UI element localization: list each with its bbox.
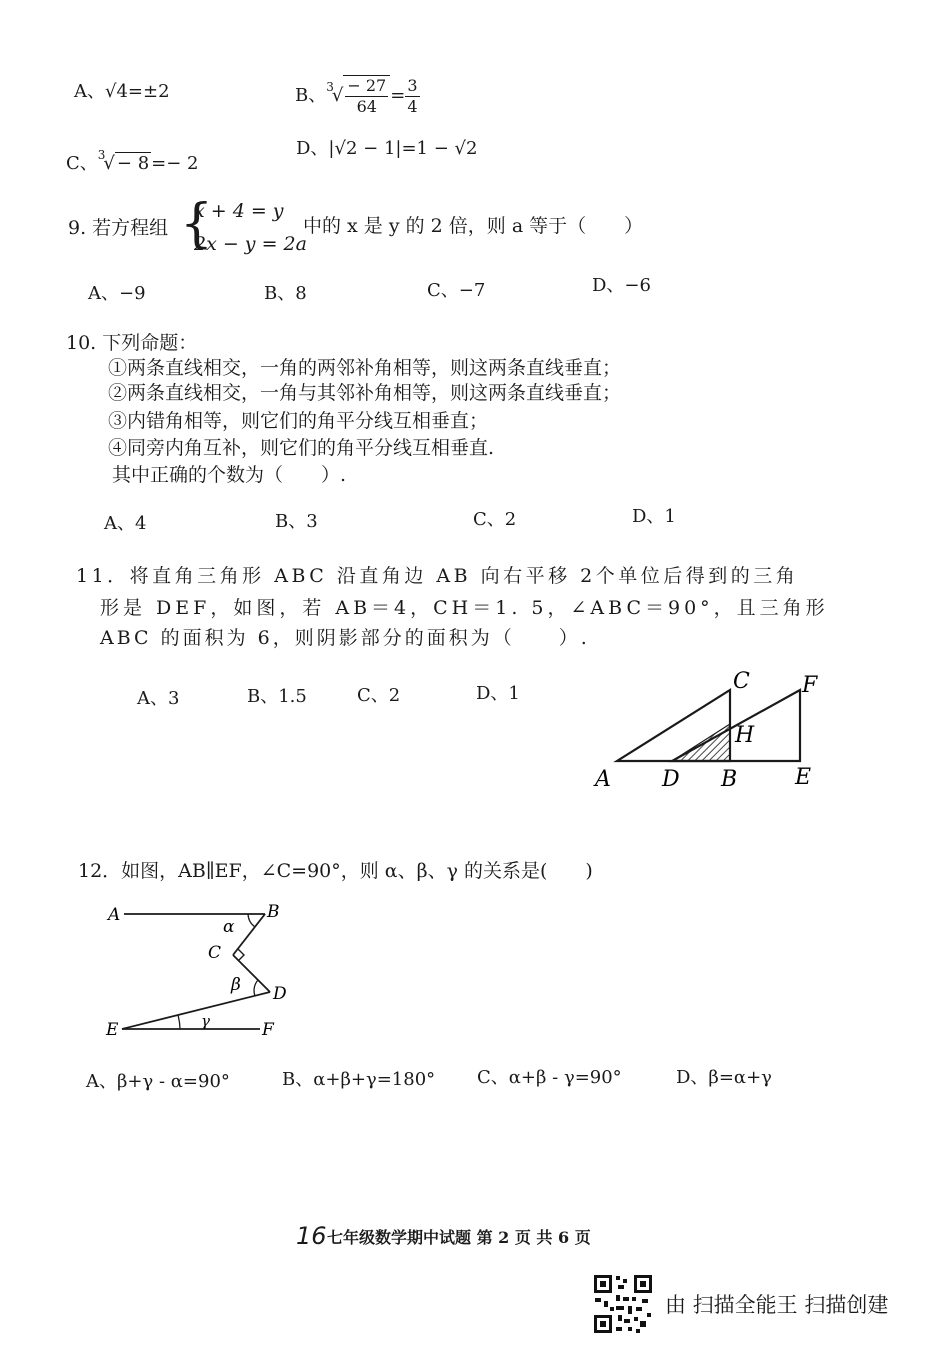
q9-stem-suffix: 中的 x 是 y 的 2 倍，则 a 等于（ ） xyxy=(303,215,644,237)
q8-option-b-label: B、 xyxy=(295,85,327,106)
q10-item-2: ②两条直线相交，一角与其邻补角相等，则这两条直线垂直； xyxy=(108,382,622,404)
q11-option-c: C、2 xyxy=(357,685,401,706)
q10-option-c: C、2 xyxy=(473,509,517,530)
q8-option-b-rnum: 3 xyxy=(407,75,418,95)
q8-option-c-radicand: − 8 xyxy=(116,153,150,174)
q12-arc-alpha xyxy=(248,914,255,927)
q11-label-e: E xyxy=(795,765,812,790)
q9-brace: { xyxy=(180,194,214,254)
q11-option-d: D、1 xyxy=(476,683,520,704)
q12-label-c: C xyxy=(208,943,222,963)
q12-label-a: A xyxy=(108,905,121,925)
q8-option-d: D、|√2 − 1|=1 − √2 xyxy=(296,138,478,159)
q11-label-h: H xyxy=(735,723,755,748)
q12-parallel-lines-figure xyxy=(100,895,300,1045)
q9-option-a: A、−9 xyxy=(88,283,146,304)
q12-label-alpha: α xyxy=(223,917,235,937)
q9-stem-prefix: 9. 若方程组 xyxy=(68,217,169,239)
q12-label-f: F xyxy=(262,1020,274,1040)
q12-arc-gamma xyxy=(178,1015,180,1029)
scanner-watermark-text: 由 扫描全能王 扫描创建 xyxy=(665,1293,889,1317)
q12-option-a: A、β+γ - α=90° xyxy=(86,1071,230,1092)
q12-label-gamma: γ xyxy=(201,1012,210,1030)
q12-option-b: B、α+β+γ=180° xyxy=(282,1069,436,1090)
q8-option-a: A、√4=±2 xyxy=(74,81,170,102)
q9-option-c: C、−7 xyxy=(427,280,486,301)
q10-stem: 10. 下列命题： xyxy=(66,332,198,354)
q8-option-b-eq: = xyxy=(390,85,406,106)
q10-item-1: ①两条直线相交，一角的两邻补角相等，则这两条直线垂直； xyxy=(108,357,622,379)
q9-equation-1: x + 4 = y xyxy=(194,200,284,222)
q11-line-1: 11．将直角三角形 ABC 沿直角边 AB 向右平移 2个单位后得到的三角 xyxy=(76,565,799,587)
q12-label-e: E xyxy=(106,1020,119,1040)
q8-option-c-rest: =− 2 xyxy=(151,153,199,174)
q11-label-d: D xyxy=(662,767,680,792)
q11-option-a: A、3 xyxy=(137,688,180,709)
q12-right-angle-mark xyxy=(238,949,244,961)
q8-option-c-label: C、 xyxy=(66,153,98,174)
q12-arc-beta xyxy=(254,980,258,996)
q11-label-b: B xyxy=(721,767,738,792)
q11-label-f: F xyxy=(802,673,818,698)
q8-option-b-result xyxy=(405,76,419,117)
q8-option-c-index: 3 xyxy=(97,148,106,162)
q8-option-c: C、$^3$√ − 8 =− 2 xyxy=(66,148,199,174)
q10-question: 其中正确的个数为（ ）. xyxy=(112,464,347,486)
q12-label-b: B xyxy=(267,902,280,922)
q11-option-b: B、1.5 xyxy=(247,686,307,707)
q12-segment-de xyxy=(122,992,270,1029)
q12-option-c: C、α+β - γ=90° xyxy=(477,1067,622,1088)
footer-handwritten-number: 16 xyxy=(296,1222,327,1250)
qr-code-icon xyxy=(592,1273,654,1335)
q11-label-c: C xyxy=(733,669,750,694)
q10-option-a: A、4 xyxy=(104,513,147,534)
q8-option-b-fraction xyxy=(343,75,390,117)
q10-option-d: D、1 xyxy=(632,506,676,527)
q11-label-a: A xyxy=(595,767,611,792)
q11-line-3: ABC 的面积为 6，则阴影部分的面积为（ ）. xyxy=(100,627,590,649)
q12-label-d: D xyxy=(273,984,287,1004)
q8-option-b: B、$^3$√ $\frac{- 27}{64}$ = $\frac{3}{4}$ xyxy=(295,75,418,116)
q12-stem: 12．如图，AB∥EF，∠C=90°，则 α、β、γ 的关系是( ) xyxy=(78,860,593,882)
q9-option-d: D、−6 xyxy=(592,275,651,296)
q12-label-beta: β xyxy=(231,975,241,995)
q8-option-b-index: 3 xyxy=(326,80,334,94)
q8-option-b-num: − 27 xyxy=(347,76,387,95)
q10-item-4: ④同旁内角互补，则它们的角平分线互相垂直. xyxy=(108,437,495,459)
footer-page-info: 七年级数学期中试题 第 2 页 共 6 页 xyxy=(327,1228,591,1247)
q12-option-d: D、β=α+γ xyxy=(676,1067,772,1088)
q8-option-b-den: 64 xyxy=(356,97,377,116)
q9-option-b: B、8 xyxy=(264,283,307,304)
q8-option-b-rden: 4 xyxy=(407,96,418,116)
q10-item-3: ③内错角相等，则它们的角平分线互相垂直； xyxy=(108,410,489,432)
q11-triangle-figure xyxy=(590,660,840,795)
q11-line-2: 形是 DEF，如图，若 AB＝4，CH＝1. 5，∠ABC＝90°，且三角形 xyxy=(100,597,829,619)
q9-equation-2: 2x − y = 2a xyxy=(194,233,307,255)
q10-option-b: B、3 xyxy=(275,511,318,532)
